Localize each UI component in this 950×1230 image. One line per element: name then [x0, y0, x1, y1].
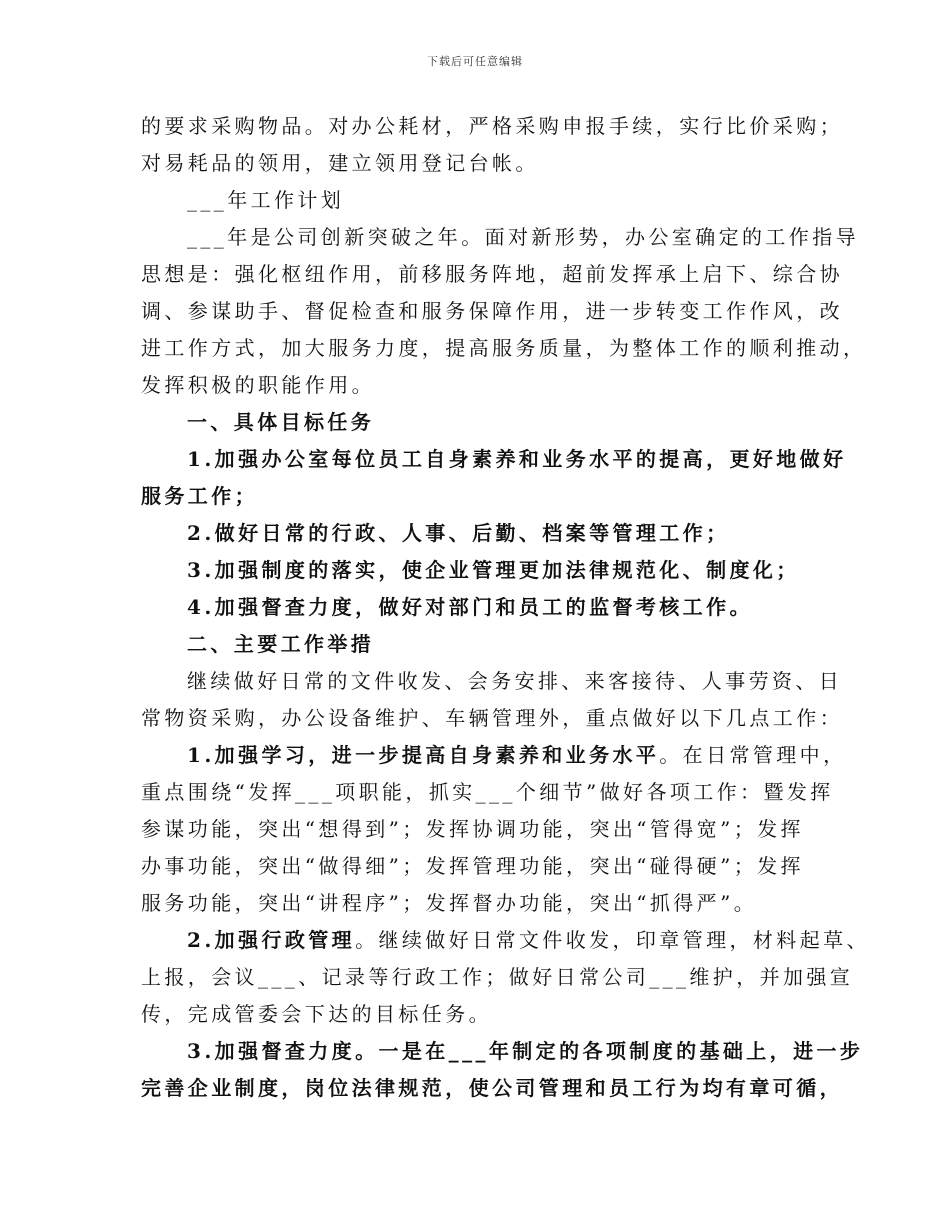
measure-item-2 — [141, 922, 870, 959]
text-line: 重点围绕“发挥___项职能，抓实___个细节”做好各项工作：暨发挥 — [141, 780, 834, 804]
text-line: 办事功能，突出“做得细”；发挥管理功能，突出“碰得硬”；发挥 — [141, 854, 804, 878]
goal-item-3: 3.加强制度的落实，使企业管理更加法律规范化、制度化； — [187, 558, 800, 582]
text-line: 常物资采购，办公设备维护、车辆管理外，重点做好以下几点工作： — [141, 706, 843, 730]
text-line: 上报，会议___、记录等行政工作；做好日常公司___维护，并加强宣 — [141, 965, 854, 989]
page-header: 下载后可任意编辑 — [427, 55, 523, 68]
measure-item-2-text: 。继续做好日常文件收发，印章管理，材料起草、 — [355, 928, 870, 952]
goal-item-1: 1.加强办公室每位员工自身素养和业务水平的提高，更好地做好 — [187, 447, 847, 471]
measure-item-2-title: 2.加强行政管理 — [187, 928, 356, 952]
goal-item-4: 4.加强督查力度，做好对部门和员工的监督考核工作。 — [187, 595, 753, 619]
text-line: 传，完成管委会下达的目标任务。 — [141, 1002, 492, 1026]
document-body — [141, 108, 870, 1107]
text-line: 调、参谋助手、督促检查和服务保障作用，进一步转变工作作风，改 — [141, 299, 843, 323]
text-line: 发挥积极的职能作用。 — [141, 373, 375, 397]
goal-item-2: 2.做好日常的行政、人事、后勤、档案等管理工作； — [187, 521, 730, 545]
text-line: 思想是：强化枢纽作用，前移服务阵地，超前发挥承上启下、综合协 — [141, 262, 843, 286]
text-line: 的要求采购物品。对办公耗材，严格采购申报手续，实行比价采购； — [141, 114, 843, 138]
measure-item-1-text: 。在日常管理中， — [659, 743, 847, 767]
section-title: ___年工作计划 — [187, 188, 345, 212]
text-line: 参谋功能，突出“想得到”；发挥协调功能，突出“管得宽”；发挥 — [141, 817, 804, 841]
text-line: 进工作方式，加大服务力度，提高服务质量，为整体工作的顺利推动， — [141, 336, 867, 360]
measure-item-3: 3.加强督查力度。一是在___年制定的各项制度的基础上，进一步 — [187, 1039, 864, 1063]
text-line: 继续做好日常的文件收发、会务安排、来客接待、人事劳资、日 — [187, 669, 843, 693]
measure-item-3-cont: 完善企业制度，岗位法律规范，使公司管理和员工行为均有章可循， — [141, 1076, 843, 1100]
text-line: 对易耗品的领用，建立领用登记台帐。 — [141, 151, 539, 175]
text-line: ___年是公司创新突破之年。面对新形势，办公室确定的工作指导 — [187, 225, 859, 249]
measure-item-1 — [141, 737, 847, 774]
heading-2: 二、主要工作举措 — [187, 632, 375, 656]
measure-item-1-title: 1.加强学习，进一步提高自身素养和业务水平 — [187, 743, 660, 767]
text-line: 服务功能，突出“讲程序”；发挥督办功能，突出“抓得严”。 — [141, 891, 758, 915]
heading-1: 一、具体目标任务 — [187, 410, 375, 434]
goal-item-1-cont: 服务工作； — [141, 484, 258, 508]
